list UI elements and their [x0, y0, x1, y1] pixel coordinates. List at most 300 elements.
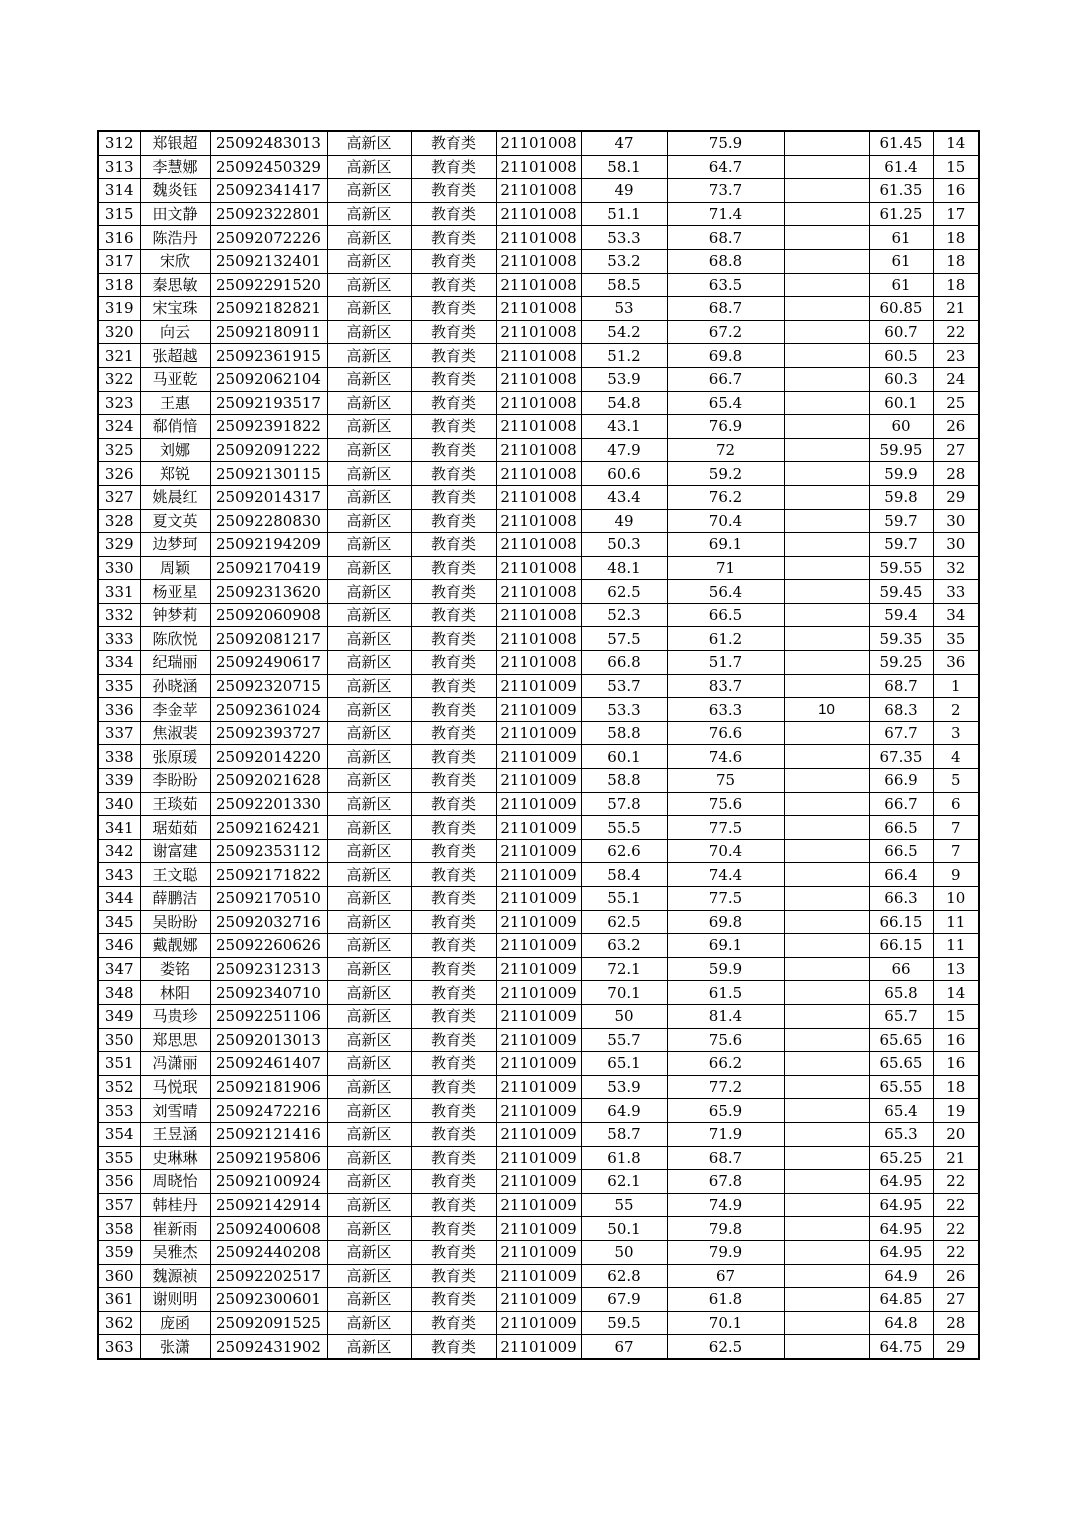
table-row — [98, 391, 979, 415]
cell-total-score: 66.3 — [869, 887, 933, 911]
cell-name: 郑银超 — [140, 131, 210, 155]
cell-bonus-points — [784, 1288, 869, 1312]
cell-post-code: 21101008 — [496, 131, 581, 155]
cell-category: 教育类 — [411, 1311, 496, 1335]
cell-seq: 340 — [98, 792, 140, 816]
cell-region: 高新区 — [327, 320, 411, 344]
cell-post-code: 21101008 — [496, 320, 581, 344]
cell-post-code: 21101008 — [496, 297, 581, 321]
cell-post-code: 21101008 — [496, 249, 581, 273]
cell-seq: 347 — [98, 957, 140, 981]
cell-rank: 26 — [933, 1264, 979, 1288]
cell-ticket-number: 25092032716 — [210, 910, 327, 934]
cell-rank: 25 — [933, 391, 979, 415]
cell-interview-score: 69.8 — [667, 344, 784, 368]
cell-written-score: 53.9 — [581, 367, 667, 391]
cell-interview-score: 71.4 — [667, 202, 784, 226]
cell-total-score: 59.8 — [869, 485, 933, 509]
cell-ticket-number: 25092400608 — [210, 1217, 327, 1241]
cell-seq: 338 — [98, 745, 140, 769]
cell-seq: 358 — [98, 1217, 140, 1241]
cell-bonus-points — [784, 297, 869, 321]
cell-seq: 314 — [98, 179, 140, 203]
table-row — [98, 1193, 979, 1217]
cell-rank: 15 — [933, 155, 979, 179]
cell-total-score: 61.45 — [869, 131, 933, 155]
cell-post-code: 21101008 — [496, 273, 581, 297]
cell-seq: 346 — [98, 934, 140, 958]
cell-category: 教育类 — [411, 603, 496, 627]
cell-interview-score: 66.7 — [667, 367, 784, 391]
table-row — [98, 1335, 979, 1359]
cell-bonus-points — [784, 1217, 869, 1241]
cell-region: 高新区 — [327, 1099, 411, 1123]
cell-post-code: 21101009 — [496, 1193, 581, 1217]
cell-written-score: 50 — [581, 1004, 667, 1028]
cell-interview-score: 65.9 — [667, 1099, 784, 1123]
cell-category: 教育类 — [411, 438, 496, 462]
cell-bonus-points — [784, 887, 869, 911]
cell-region: 高新区 — [327, 1028, 411, 1052]
cell-rank: 9 — [933, 863, 979, 887]
table-row — [98, 934, 979, 958]
cell-interview-score: 67 — [667, 1264, 784, 1288]
cell-bonus-points — [784, 344, 869, 368]
table-row — [98, 249, 979, 273]
cell-name: 陈欣悦 — [140, 627, 210, 651]
cell-interview-score: 69.1 — [667, 934, 784, 958]
cell-seq: 336 — [98, 698, 140, 722]
cell-seq: 320 — [98, 320, 140, 344]
table-row — [98, 131, 979, 155]
cell-seq: 315 — [98, 202, 140, 226]
cell-category: 教育类 — [411, 391, 496, 415]
cell-interview-score: 65.4 — [667, 391, 784, 415]
cell-total-score: 66.7 — [869, 792, 933, 816]
cell-category: 教育类 — [411, 910, 496, 934]
cell-bonus-points — [784, 1311, 869, 1335]
cell-region: 高新区 — [327, 721, 411, 745]
cell-interview-score: 75.6 — [667, 792, 784, 816]
table-row — [98, 745, 979, 769]
cell-name: 陈浩丹 — [140, 226, 210, 250]
cell-bonus-points — [784, 556, 869, 580]
cell-rank: 35 — [933, 627, 979, 651]
cell-ticket-number: 25092130115 — [210, 462, 327, 486]
cell-name: 周颖 — [140, 556, 210, 580]
cell-written-score: 54.2 — [581, 320, 667, 344]
cell-post-code: 21101009 — [496, 1146, 581, 1170]
cell-seq: 335 — [98, 674, 140, 698]
cell-region: 高新区 — [327, 745, 411, 769]
cell-category: 教育类 — [411, 179, 496, 203]
cell-interview-score: 61.5 — [667, 981, 784, 1005]
cell-name: 张超越 — [140, 344, 210, 368]
cell-total-score: 60 — [869, 415, 933, 439]
cell-seq: 357 — [98, 1193, 140, 1217]
cell-rank: 16 — [933, 179, 979, 203]
cell-category: 教育类 — [411, 651, 496, 675]
cell-seq: 316 — [98, 226, 140, 250]
cell-rank: 7 — [933, 839, 979, 863]
cell-ticket-number: 25092072226 — [210, 226, 327, 250]
cell-region: 高新区 — [327, 580, 411, 604]
cell-region: 高新区 — [327, 1170, 411, 1194]
table-row — [98, 462, 979, 486]
cell-written-score: 43.1 — [581, 415, 667, 439]
cell-total-score: 66 — [869, 957, 933, 981]
cell-rank: 28 — [933, 462, 979, 486]
cell-rank: 22 — [933, 320, 979, 344]
cell-total-score: 59.55 — [869, 556, 933, 580]
cell-written-score: 72.1 — [581, 957, 667, 981]
cell-ticket-number: 25092201330 — [210, 792, 327, 816]
cell-category: 教育类 — [411, 792, 496, 816]
cell-interview-score: 74.6 — [667, 745, 784, 769]
cell-name: 庞函 — [140, 1311, 210, 1335]
cell-post-code: 21101009 — [496, 1264, 581, 1288]
cell-total-score: 64.75 — [869, 1335, 933, 1359]
table-row — [98, 1075, 979, 1099]
cell-written-score: 67.9 — [581, 1288, 667, 1312]
cell-post-code: 21101009 — [496, 674, 581, 698]
cell-written-score: 63.2 — [581, 934, 667, 958]
cell-ticket-number: 25092142914 — [210, 1193, 327, 1217]
cell-interview-score: 83.7 — [667, 674, 784, 698]
cell-interview-score: 61.8 — [667, 1288, 784, 1312]
cell-rank: 18 — [933, 226, 979, 250]
cell-total-score: 64.9 — [869, 1264, 933, 1288]
cell-region: 高新区 — [327, 698, 411, 722]
cell-category: 教育类 — [411, 226, 496, 250]
cell-written-score: 54.8 — [581, 391, 667, 415]
cell-seq: 317 — [98, 249, 140, 273]
cell-post-code: 21101008 — [496, 462, 581, 486]
cell-interview-score: 72 — [667, 438, 784, 462]
cell-bonus-points — [784, 415, 869, 439]
cell-name: 王昱涵 — [140, 1122, 210, 1146]
cell-region: 高新区 — [327, 792, 411, 816]
cell-interview-score: 64.7 — [667, 155, 784, 179]
cell-total-score: 60.5 — [869, 344, 933, 368]
cell-region: 高新区 — [327, 179, 411, 203]
cell-post-code: 21101009 — [496, 1311, 581, 1335]
cell-bonus-points — [784, 391, 869, 415]
cell-interview-score: 74.9 — [667, 1193, 784, 1217]
cell-region: 高新区 — [327, 1335, 411, 1359]
cell-bonus-points — [784, 603, 869, 627]
cell-seq: 341 — [98, 816, 140, 840]
table-row — [98, 1122, 979, 1146]
cell-total-score: 59.7 — [869, 509, 933, 533]
table-row — [98, 887, 979, 911]
table-row — [98, 674, 979, 698]
cell-ticket-number: 25092132401 — [210, 249, 327, 273]
cell-ticket-number: 25092193517 — [210, 391, 327, 415]
cell-written-score: 60.1 — [581, 745, 667, 769]
table-row — [98, 438, 979, 462]
table-row — [98, 839, 979, 863]
cell-ticket-number: 25092260626 — [210, 934, 327, 958]
cell-post-code: 21101008 — [496, 344, 581, 368]
cell-post-code: 21101008 — [496, 651, 581, 675]
cell-name: 李盼盼 — [140, 769, 210, 793]
table-row — [98, 344, 979, 368]
cell-region: 高新区 — [327, 627, 411, 651]
cell-total-score: 66.9 — [869, 769, 933, 793]
cell-bonus-points — [784, 131, 869, 155]
cell-post-code: 21101008 — [496, 533, 581, 557]
cell-ticket-number: 25092121416 — [210, 1122, 327, 1146]
cell-written-score: 66.8 — [581, 651, 667, 675]
cell-post-code: 21101009 — [496, 1170, 581, 1194]
cell-seq: 322 — [98, 367, 140, 391]
cell-total-score: 65.4 — [869, 1099, 933, 1123]
cell-bonus-points — [784, 1122, 869, 1146]
cell-seq: 363 — [98, 1335, 140, 1359]
cell-bonus-points — [784, 839, 869, 863]
cell-written-score: 58.1 — [581, 155, 667, 179]
table-row — [98, 155, 979, 179]
cell-seq: 331 — [98, 580, 140, 604]
cell-region: 高新区 — [327, 131, 411, 155]
cell-seq: 321 — [98, 344, 140, 368]
cell-written-score: 53.3 — [581, 226, 667, 250]
cell-seq: 313 — [98, 155, 140, 179]
cell-post-code: 21101009 — [496, 1335, 581, 1359]
cell-interview-score: 56.4 — [667, 580, 784, 604]
cell-name: 田文静 — [140, 202, 210, 226]
cell-total-score: 66.5 — [869, 816, 933, 840]
score-table — [97, 130, 980, 1360]
cell-region: 高新区 — [327, 769, 411, 793]
cell-category: 教育类 — [411, 580, 496, 604]
cell-total-score: 61 — [869, 273, 933, 297]
cell-rank: 10 — [933, 887, 979, 911]
table-row — [98, 981, 979, 1005]
cell-name: 魏源祯 — [140, 1264, 210, 1288]
cell-total-score: 60.3 — [869, 367, 933, 391]
cell-total-score: 60.7 — [869, 320, 933, 344]
cell-category: 教育类 — [411, 1122, 496, 1146]
cell-rank: 22 — [933, 1217, 979, 1241]
table-row — [98, 1311, 979, 1335]
cell-post-code: 21101008 — [496, 556, 581, 580]
cell-post-code: 21101008 — [496, 226, 581, 250]
cell-seq: 328 — [98, 509, 140, 533]
cell-written-score: 57.5 — [581, 627, 667, 651]
cell-region: 高新区 — [327, 1193, 411, 1217]
cell-ticket-number: 25092091525 — [210, 1311, 327, 1335]
cell-rank: 33 — [933, 580, 979, 604]
table-row — [98, 297, 979, 321]
cell-total-score: 66.5 — [869, 839, 933, 863]
cell-ticket-number: 25092320715 — [210, 674, 327, 698]
table-row — [98, 320, 979, 344]
table-row — [98, 698, 979, 722]
cell-category: 教育类 — [411, 698, 496, 722]
cell-interview-score: 77.5 — [667, 887, 784, 911]
cell-ticket-number: 25092391822 — [210, 415, 327, 439]
cell-total-score: 59.9 — [869, 462, 933, 486]
cell-seq: 339 — [98, 769, 140, 793]
cell-rank: 4 — [933, 745, 979, 769]
cell-bonus-points — [784, 721, 869, 745]
cell-category: 教育类 — [411, 1264, 496, 1288]
cell-bonus-points — [784, 745, 869, 769]
cell-rank: 7 — [933, 816, 979, 840]
cell-post-code: 21101008 — [496, 415, 581, 439]
cell-ticket-number: 25092014220 — [210, 745, 327, 769]
cell-written-score: 49 — [581, 509, 667, 533]
cell-rank: 17 — [933, 202, 979, 226]
cell-bonus-points — [784, 934, 869, 958]
cell-post-code: 21101009 — [496, 698, 581, 722]
cell-rank: 14 — [933, 131, 979, 155]
cell-interview-score: 69.8 — [667, 910, 784, 934]
cell-name: 魏炎钰 — [140, 179, 210, 203]
cell-category: 教育类 — [411, 367, 496, 391]
cell-name: 焦淑裴 — [140, 721, 210, 745]
cell-category: 教育类 — [411, 957, 496, 981]
cell-seq: 348 — [98, 981, 140, 1005]
cell-region: 高新区 — [327, 651, 411, 675]
cell-bonus-points — [784, 981, 869, 1005]
cell-total-score: 66.15 — [869, 934, 933, 958]
cell-total-score: 65.3 — [869, 1122, 933, 1146]
cell-ticket-number: 25092393727 — [210, 721, 327, 745]
cell-interview-score: 59.9 — [667, 957, 784, 981]
cell-ticket-number: 25092472216 — [210, 1099, 327, 1123]
cell-bonus-points — [784, 1170, 869, 1194]
cell-bonus-points — [784, 769, 869, 793]
cell-name: 戴靓娜 — [140, 934, 210, 958]
cell-total-score: 66.15 — [869, 910, 933, 934]
cell-rank: 29 — [933, 1335, 979, 1359]
cell-written-score: 53.3 — [581, 698, 667, 722]
table-row — [98, 1028, 979, 1052]
cell-region: 高新区 — [327, 1052, 411, 1076]
cell-bonus-points — [784, 1264, 869, 1288]
cell-total-score: 66.4 — [869, 863, 933, 887]
cell-bonus-points — [784, 226, 869, 250]
cell-bonus-points — [784, 1146, 869, 1170]
cell-interview-score: 75 — [667, 769, 784, 793]
cell-region: 高新区 — [327, 816, 411, 840]
cell-total-score: 64.95 — [869, 1217, 933, 1241]
cell-region: 高新区 — [327, 367, 411, 391]
cell-bonus-points — [784, 485, 869, 509]
table-row — [98, 415, 979, 439]
cell-ticket-number: 25092021628 — [210, 769, 327, 793]
cell-seq: 319 — [98, 297, 140, 321]
cell-region: 高新区 — [327, 910, 411, 934]
cell-total-score: 64.85 — [869, 1288, 933, 1312]
cell-ticket-number: 25092162421 — [210, 816, 327, 840]
cell-name: 夏文英 — [140, 509, 210, 533]
cell-post-code: 21101009 — [496, 934, 581, 958]
cell-bonus-points — [784, 320, 869, 344]
cell-total-score: 65.65 — [869, 1028, 933, 1052]
cell-rank: 30 — [933, 533, 979, 557]
cell-ticket-number: 25092490617 — [210, 651, 327, 675]
cell-region: 高新区 — [327, 1264, 411, 1288]
cell-rank: 3 — [933, 721, 979, 745]
table-row — [98, 910, 979, 934]
cell-name: 马亚乾 — [140, 367, 210, 391]
cell-bonus-points — [784, 1052, 869, 1076]
cell-name: 纪瑞丽 — [140, 651, 210, 675]
cell-interview-score: 70.1 — [667, 1311, 784, 1335]
cell-post-code: 21101008 — [496, 485, 581, 509]
cell-total-score: 60.85 — [869, 297, 933, 321]
cell-total-score: 64.95 — [869, 1193, 933, 1217]
cell-bonus-points — [784, 651, 869, 675]
cell-interview-score: 63.5 — [667, 273, 784, 297]
cell-seq: 359 — [98, 1240, 140, 1264]
cell-category: 教育类 — [411, 1193, 496, 1217]
cell-category: 教育类 — [411, 1335, 496, 1359]
cell-category: 教育类 — [411, 1288, 496, 1312]
cell-seq: 327 — [98, 485, 140, 509]
cell-written-score: 62.8 — [581, 1264, 667, 1288]
cell-category: 教育类 — [411, 1170, 496, 1194]
cell-interview-score: 77.2 — [667, 1075, 784, 1099]
cell-region: 高新区 — [327, 1240, 411, 1264]
cell-total-score: 65.8 — [869, 981, 933, 1005]
cell-seq: 350 — [98, 1028, 140, 1052]
cell-rank: 21 — [933, 1146, 979, 1170]
cell-rank: 2 — [933, 698, 979, 722]
cell-written-score: 65.1 — [581, 1052, 667, 1076]
cell-region: 高新区 — [327, 273, 411, 297]
cell-region: 高新区 — [327, 1217, 411, 1241]
table-row — [98, 533, 979, 557]
cell-total-score: 59.7 — [869, 533, 933, 557]
cell-written-score: 62.6 — [581, 839, 667, 863]
cell-ticket-number: 25092461407 — [210, 1052, 327, 1076]
cell-region: 高新区 — [327, 839, 411, 863]
cell-total-score: 59.95 — [869, 438, 933, 462]
cell-bonus-points — [784, 155, 869, 179]
cell-rank: 28 — [933, 1311, 979, 1335]
cell-written-score: 51.2 — [581, 344, 667, 368]
cell-post-code: 21101008 — [496, 438, 581, 462]
cell-seq: 337 — [98, 721, 140, 745]
cell-bonus-points — [784, 627, 869, 651]
cell-total-score: 67.35 — [869, 745, 933, 769]
cell-post-code: 21101008 — [496, 391, 581, 415]
cell-name: 张原瑗 — [140, 745, 210, 769]
cell-seq: 312 — [98, 131, 140, 155]
cell-name: 王文聪 — [140, 863, 210, 887]
cell-total-score: 65.55 — [869, 1075, 933, 1099]
cell-written-score: 62.1 — [581, 1170, 667, 1194]
cell-post-code: 21101009 — [496, 816, 581, 840]
cell-interview-score: 77.5 — [667, 816, 784, 840]
cell-region: 高新区 — [327, 1311, 411, 1335]
cell-region: 高新区 — [327, 556, 411, 580]
table-row — [98, 627, 979, 651]
cell-interview-score: 70.4 — [667, 839, 784, 863]
cell-rank: 22 — [933, 1170, 979, 1194]
cell-seq: 354 — [98, 1122, 140, 1146]
cell-written-score: 43.4 — [581, 485, 667, 509]
cell-ticket-number: 25092170419 — [210, 556, 327, 580]
cell-written-score: 58.8 — [581, 769, 667, 793]
cell-interview-score: 66.2 — [667, 1052, 784, 1076]
table-body — [98, 131, 979, 1359]
